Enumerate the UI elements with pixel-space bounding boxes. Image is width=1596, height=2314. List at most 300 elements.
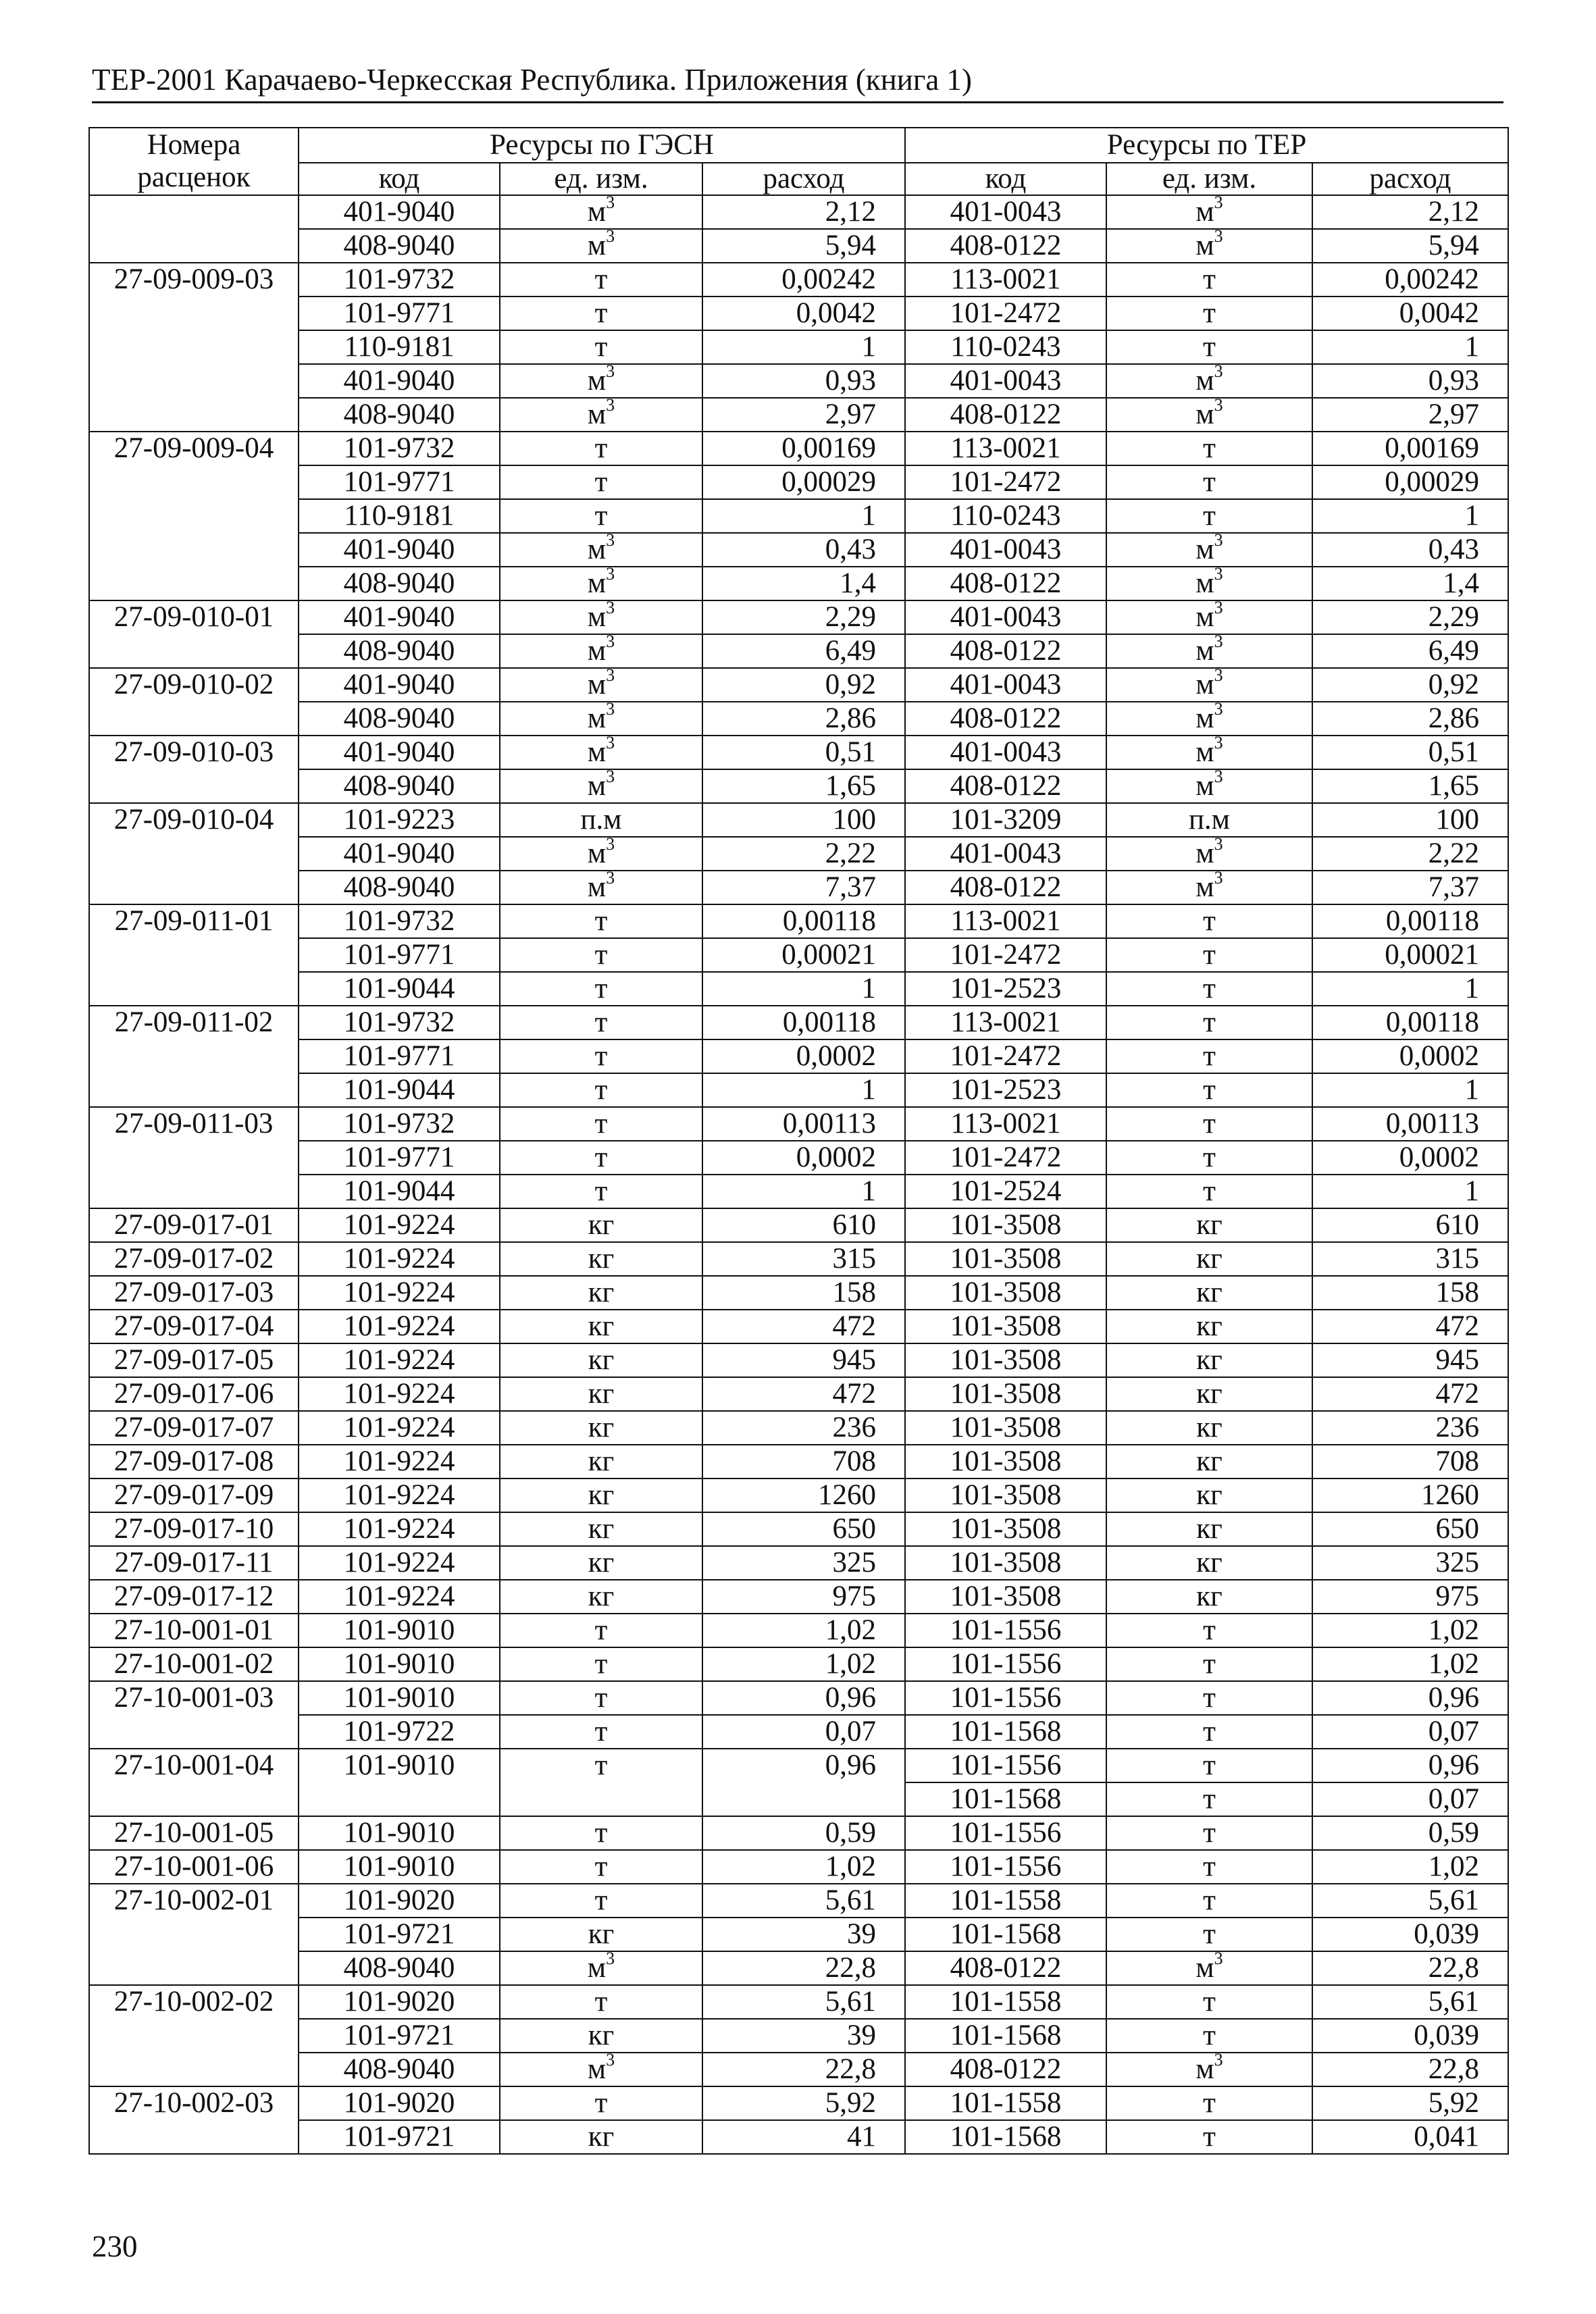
ter-code-cell: 101-3508 xyxy=(905,1377,1106,1411)
gesn-unit-cell: $м^3$ xyxy=(500,533,702,567)
ter-unit-cell: кг xyxy=(1106,1276,1312,1310)
table-row xyxy=(89,769,1508,803)
gesn-amount-cell: 315 xyxy=(702,1242,905,1276)
table-row xyxy=(89,398,1508,432)
ter-unit-cell: т xyxy=(1106,2086,1312,2120)
rate-number-cell: 27-09-017-01 xyxy=(89,1208,299,1242)
gesn-unit-cell: кг xyxy=(500,2120,702,2154)
gesn-code-cell: 101-9010 xyxy=(299,1816,500,1850)
table-row xyxy=(89,1175,1508,1208)
gesn-unit-cell: кг xyxy=(500,1208,702,1242)
gesn-code-cell: 101-9732 xyxy=(299,263,500,297)
ter-unit-cell: т xyxy=(1106,938,1312,972)
table-row xyxy=(89,803,1508,837)
ter-unit-cell: $м^3$ xyxy=(1106,668,1312,702)
table-row xyxy=(89,263,1508,297)
ter-amount-cell: 0,039 xyxy=(1312,1918,1508,1951)
group-header-gesn: Ресурсы по ГЭСН xyxy=(299,128,905,163)
gesn-unit-cell: т xyxy=(500,1006,702,1039)
rate-number-cell: 27-09-017-03 xyxy=(89,1276,299,1310)
gesn-code-cell: 101-9044 xyxy=(299,1073,500,1107)
header-rule xyxy=(92,101,1503,103)
gesn-code-cell: 101-9732 xyxy=(299,1107,500,1141)
ter-code-cell: 408-0122 xyxy=(905,634,1106,668)
ter-code-cell: 401-0043 xyxy=(905,195,1106,229)
gesn-code-cell: 110-9181 xyxy=(299,499,500,533)
ter-code-cell: 101-2523 xyxy=(905,1073,1106,1107)
gesn-unit-cell: кг xyxy=(500,1411,702,1445)
ter-code-cell: 113-0021 xyxy=(905,1107,1106,1141)
gesn-amount-cell: 39 xyxy=(702,1918,905,1951)
gesn-amount-cell: 22,8 xyxy=(702,1951,905,1985)
ter-amount-cell: 0,0002 xyxy=(1312,1039,1508,1073)
gesn-amount-cell: 0,0042 xyxy=(702,297,905,330)
ter-unit-cell: т xyxy=(1106,1918,1312,1951)
col-header-rate-label: Номера расценок xyxy=(137,129,251,193)
gesn-amount-cell: 1 xyxy=(702,1073,905,1107)
ter-amount-cell: 2,29 xyxy=(1312,600,1508,634)
ter-unit-cell: кг xyxy=(1106,1208,1312,1242)
gesn-code-cell: 101-9223 xyxy=(299,803,500,837)
ter-unit-cell: кг xyxy=(1106,1479,1312,1512)
ter-amount-cell: 0,07 xyxy=(1312,1782,1508,1816)
gesn-code-cell: 101-9224 xyxy=(299,1242,500,1276)
ter-code-cell: 113-0021 xyxy=(905,432,1106,465)
ter-amount-cell: 0,0002 xyxy=(1312,1141,1508,1175)
ter-amount-cell: 0,51 xyxy=(1312,736,1508,769)
ter-code-cell: 101-1556 xyxy=(905,1816,1106,1850)
ter-amount-cell: 1 xyxy=(1312,1175,1508,1208)
table-row xyxy=(89,1546,1508,1580)
ter-amount-cell: 0,93 xyxy=(1312,364,1508,398)
ter-unit-cell: $м^3$ xyxy=(1106,364,1312,398)
ter-code-cell: 101-1556 xyxy=(905,1749,1106,1782)
table-row xyxy=(89,871,1508,904)
ter-amount-cell: 0,00113 xyxy=(1312,1107,1508,1141)
gesn-unit-cell: т xyxy=(500,1850,702,1884)
table-row xyxy=(89,297,1508,330)
col-header-gesn-unit: ед. изм. xyxy=(500,163,702,195)
gesn-amount-cell: 39 xyxy=(702,2019,905,2053)
ter-code-cell: 101-3508 xyxy=(905,1580,1106,1614)
gesn-amount-cell: 325 xyxy=(702,1546,905,1580)
ter-unit-cell: п.м xyxy=(1106,803,1312,837)
ter-unit-cell: т xyxy=(1106,297,1312,330)
rate-number-cell: 27-09-017-07 xyxy=(89,1411,299,1445)
gesn-unit-cell: т xyxy=(500,938,702,972)
gesn-amount-cell: 1,02 xyxy=(702,1647,905,1681)
ter-unit-cell: т xyxy=(1106,1647,1312,1681)
gesn-unit-cell: т xyxy=(500,263,702,297)
gesn-amount-cell: 1 xyxy=(702,972,905,1006)
gesn-code-cell: 408-9040 xyxy=(299,229,500,263)
table-row xyxy=(89,2053,1508,2086)
gesn-code-cell: 408-9040 xyxy=(299,398,500,432)
gesn-amount-cell: 0,00242 xyxy=(702,263,905,297)
ter-amount-cell: 650 xyxy=(1312,1512,1508,1546)
gesn-amount-cell: 610 xyxy=(702,1208,905,1242)
ter-code-cell: 401-0043 xyxy=(905,364,1106,398)
gesn-amount-cell: 5,92 xyxy=(702,2086,905,2120)
ter-code-cell: 101-1558 xyxy=(905,2086,1106,2120)
gesn-code-cell: 101-9224 xyxy=(299,1208,500,1242)
gesn-unit-cell: т xyxy=(500,2086,702,2120)
ter-amount-cell: 1,65 xyxy=(1312,769,1508,803)
ter-code-cell: 408-0122 xyxy=(905,1951,1106,1985)
gesn-unit-cell: т xyxy=(500,1985,702,2019)
gesn-code-cell: 101-9224 xyxy=(299,1512,500,1546)
ter-unit-cell: т xyxy=(1106,330,1312,364)
group-header-ter: Ресурсы по ТЕР xyxy=(905,128,1508,163)
table-row xyxy=(89,904,1508,938)
table-row xyxy=(89,1647,1508,1681)
ter-code-cell: 101-3508 xyxy=(905,1242,1106,1276)
rate-number-cell: 27-10-002-01 xyxy=(89,1884,299,1985)
ter-code-cell: 101-3508 xyxy=(905,1546,1106,1580)
ter-amount-cell: 472 xyxy=(1312,1377,1508,1411)
rate-number-cell: 27-09-011-02 xyxy=(89,1006,299,1107)
rate-number-cell: 27-09-009-03 xyxy=(89,263,299,432)
gesn-unit-cell: $м^3$ xyxy=(500,600,702,634)
table-row xyxy=(89,1479,1508,1512)
gesn-amount-cell: 0,0002 xyxy=(702,1039,905,1073)
gesn-amount-cell: 22,8 xyxy=(702,2053,905,2086)
ter-code-cell: 101-1556 xyxy=(905,1647,1106,1681)
ter-code-cell: 401-0043 xyxy=(905,736,1106,769)
gesn-unit-cell: т xyxy=(500,972,702,1006)
gesn-code-cell: 408-9040 xyxy=(299,634,500,668)
ter-code-cell: 113-0021 xyxy=(905,904,1106,938)
table-row xyxy=(89,567,1508,600)
ter-amount-cell: 325 xyxy=(1312,1546,1508,1580)
ter-code-cell: 101-1556 xyxy=(905,1614,1106,1647)
table-row xyxy=(89,1006,1508,1039)
table-row xyxy=(89,1276,1508,1310)
ter-amount-cell: 100 xyxy=(1312,803,1508,837)
gesn-amount-cell: 0,59 xyxy=(702,1816,905,1850)
gesn-code-cell: 408-9040 xyxy=(299,567,500,600)
gesn-code-cell: 401-9040 xyxy=(299,668,500,702)
gesn-amount-cell: 100 xyxy=(702,803,905,837)
ter-amount-cell: 0,00242 xyxy=(1312,263,1508,297)
ter-amount-cell: 1 xyxy=(1312,1073,1508,1107)
rate-number-cell: 27-09-017-04 xyxy=(89,1310,299,1343)
gesn-amount-cell: 650 xyxy=(702,1512,905,1546)
ter-code-cell: 101-1568 xyxy=(905,1715,1106,1749)
table-row xyxy=(89,634,1508,668)
table-row xyxy=(89,533,1508,567)
gesn-unit-cell: $м^3$ xyxy=(500,2053,702,2086)
gesn-code-cell: 401-9040 xyxy=(299,600,500,634)
gesn-amount-cell: 0,00169 xyxy=(702,432,905,465)
ter-unit-cell: т xyxy=(1106,1614,1312,1647)
gesn-code-cell: 101-9224 xyxy=(299,1310,500,1343)
gesn-amount-cell: 0,00118 xyxy=(702,1006,905,1039)
col-header-ter-code: код xyxy=(905,163,1106,195)
gesn-unit-cell: $м^3$ xyxy=(500,364,702,398)
table-row xyxy=(89,1377,1508,1411)
gesn-amount-cell: 975 xyxy=(702,1580,905,1614)
ter-amount-cell: 7,37 xyxy=(1312,871,1508,904)
ter-unit-cell: т xyxy=(1106,1006,1312,1039)
rate-number-cell: 27-10-002-03 xyxy=(89,2086,299,2154)
gesn-unit-cell: $м^3$ xyxy=(500,736,702,769)
table-row xyxy=(89,195,1508,229)
ter-code-cell: 101-2472 xyxy=(905,465,1106,499)
ter-unit-cell: кг xyxy=(1106,1580,1312,1614)
gesn-code-cell: 401-9040 xyxy=(299,195,500,229)
gesn-code-cell: 101-9224 xyxy=(299,1479,500,1512)
gesn-code-cell: 408-9040 xyxy=(299,1951,500,1985)
gesn-unit-cell: п.м xyxy=(500,803,702,837)
gesn-code-cell: 401-9040 xyxy=(299,364,500,398)
gesn-unit-cell: $м^3$ xyxy=(500,871,702,904)
ter-amount-cell: 0,041 xyxy=(1312,2120,1508,2154)
ter-unit-cell: т xyxy=(1106,1175,1312,1208)
table-row xyxy=(89,1411,1508,1445)
table-row xyxy=(89,1208,1508,1242)
gesn-unit-cell: т xyxy=(500,1647,702,1681)
ter-unit-cell: т xyxy=(1106,1141,1312,1175)
gesn-code-cell: 101-9732 xyxy=(299,904,500,938)
gesn-amount-cell: 0,07 xyxy=(702,1715,905,1749)
col-header-ter-amount: расход xyxy=(1312,163,1508,195)
ter-unit-cell: кг xyxy=(1106,1512,1312,1546)
running-header: ТЕР-2001 Карачаево-Черкесская Республика. Приложения (книга 1) xyxy=(92,63,973,97)
table-row xyxy=(89,702,1508,736)
gesn-amount-cell: 1 xyxy=(702,330,905,364)
rate-number-cell: 27-09-010-02 xyxy=(89,668,299,736)
gesn-amount-cell: 945 xyxy=(702,1343,905,1377)
gesn-amount-cell: 7,37 xyxy=(702,871,905,904)
gesn-code-cell: 101-9010 xyxy=(299,1749,500,1816)
ter-unit-cell: кг xyxy=(1106,1411,1312,1445)
ter-unit-cell: т xyxy=(1106,465,1312,499)
gesn-code-cell: 101-9044 xyxy=(299,972,500,1006)
gesn-code-cell: 101-9224 xyxy=(299,1343,500,1377)
gesn-code-cell: 101-9020 xyxy=(299,2086,500,2120)
table-row xyxy=(89,1850,1508,1884)
gesn-amount-cell: 708 xyxy=(702,1445,905,1479)
table-row xyxy=(89,736,1508,769)
gesn-code-cell: 408-9040 xyxy=(299,871,500,904)
ter-unit-cell: $м^3$ xyxy=(1106,398,1312,432)
table-row xyxy=(89,938,1508,972)
col-header-rate xyxy=(89,128,299,195)
gesn-unit-cell: т xyxy=(500,465,702,499)
ter-unit-cell: $м^3$ xyxy=(1106,2053,1312,2086)
ter-code-cell: 101-2472 xyxy=(905,1141,1106,1175)
gesn-code-cell: 408-9040 xyxy=(299,2053,500,2086)
ter-amount-cell: 1 xyxy=(1312,330,1508,364)
ter-code-cell: 101-1556 xyxy=(905,1681,1106,1715)
table-row xyxy=(89,465,1508,499)
ter-amount-cell: 0,0042 xyxy=(1312,297,1508,330)
ter-amount-cell: 975 xyxy=(1312,1580,1508,1614)
table-row xyxy=(89,2120,1508,2154)
gesn-code-cell: 101-9224 xyxy=(299,1546,500,1580)
gesn-code-cell: 101-9224 xyxy=(299,1276,500,1310)
gesn-amount-cell: 0,92 xyxy=(702,668,905,702)
ter-unit-cell: кг xyxy=(1106,1546,1312,1580)
ter-code-cell: 101-2472 xyxy=(905,297,1106,330)
table-row xyxy=(89,1749,1508,1782)
ter-code-cell: 401-0043 xyxy=(905,600,1106,634)
ter-amount-cell: 2,97 xyxy=(1312,398,1508,432)
ter-unit-cell: $м^3$ xyxy=(1106,195,1312,229)
ter-unit-cell: т xyxy=(1106,2120,1312,2154)
gesn-amount-cell: 2,97 xyxy=(702,398,905,432)
table-row xyxy=(89,364,1508,398)
gesn-unit-cell: т xyxy=(500,1107,702,1141)
ter-amount-cell: 1,02 xyxy=(1312,1647,1508,1681)
gesn-code-cell: 101-9010 xyxy=(299,1850,500,1884)
ter-unit-cell: кг xyxy=(1106,1242,1312,1276)
ter-unit-cell: т xyxy=(1106,1816,1312,1850)
ter-code-cell: 408-0122 xyxy=(905,769,1106,803)
gesn-amount-cell: 472 xyxy=(702,1310,905,1343)
gesn-amount-cell: 0,0002 xyxy=(702,1141,905,1175)
gesn-code-cell: 101-9771 xyxy=(299,1141,500,1175)
gesn-code-cell: 401-9040 xyxy=(299,736,500,769)
ter-code-cell: 101-2472 xyxy=(905,1039,1106,1073)
ter-code-cell: 401-0043 xyxy=(905,668,1106,702)
gesn-unit-cell: т xyxy=(500,1816,702,1850)
table-row xyxy=(89,600,1508,634)
gesn-amount-cell: 0,96 xyxy=(702,1681,905,1715)
ter-unit-cell: т xyxy=(1106,1039,1312,1073)
gesn-amount-cell: 236 xyxy=(702,1411,905,1445)
gesn-unit-cell: т xyxy=(500,1884,702,1918)
ter-unit-cell: т xyxy=(1106,1073,1312,1107)
table-row xyxy=(89,1039,1508,1073)
ter-unit-cell: т xyxy=(1106,1749,1312,1782)
ter-code-cell: 113-0021 xyxy=(905,263,1106,297)
gesn-unit-cell: т xyxy=(500,1614,702,1647)
ter-amount-cell: 0,96 xyxy=(1312,1681,1508,1715)
ter-code-cell: 408-0122 xyxy=(905,2053,1106,2086)
ter-unit-cell: $м^3$ xyxy=(1106,871,1312,904)
rate-number-cell: 27-09-017-11 xyxy=(89,1546,299,1580)
resource-table xyxy=(88,127,1509,2155)
gesn-code-cell: 101-9224 xyxy=(299,1411,500,1445)
table-row xyxy=(89,972,1508,1006)
ter-unit-cell: т xyxy=(1106,1681,1312,1715)
ter-amount-cell: 0,96 xyxy=(1312,1749,1508,1782)
gesn-amount-cell: 1 xyxy=(702,1175,905,1208)
ter-unit-cell: $м^3$ xyxy=(1106,736,1312,769)
ter-code-cell: 101-2524 xyxy=(905,1175,1106,1208)
ter-unit-cell: $м^3$ xyxy=(1106,702,1312,736)
ter-amount-cell: 1 xyxy=(1312,972,1508,1006)
rate-number-cell: 27-09-010-03 xyxy=(89,736,299,803)
ter-code-cell: 101-1558 xyxy=(905,1884,1106,1918)
ter-amount-cell: 945 xyxy=(1312,1343,1508,1377)
rate-number-cell: 27-09-017-06 xyxy=(89,1377,299,1411)
ter-amount-cell: 0,59 xyxy=(1312,1816,1508,1850)
gesn-unit-cell: кг xyxy=(500,1343,702,1377)
ter-code-cell: 101-3508 xyxy=(905,1512,1106,1546)
gesn-code-cell: 101-9020 xyxy=(299,1985,500,2019)
gesn-unit-cell: т xyxy=(500,1175,702,1208)
ter-unit-cell: т xyxy=(1106,972,1312,1006)
ter-amount-cell: 0,00029 xyxy=(1312,465,1508,499)
rate-number-cell xyxy=(89,195,299,263)
gesn-code-cell: 101-9044 xyxy=(299,1175,500,1208)
gesn-unit-cell: т xyxy=(500,904,702,938)
gesn-code-cell: 101-9010 xyxy=(299,1614,500,1647)
gesn-code-cell: 101-9010 xyxy=(299,1681,500,1715)
ter-code-cell: 113-0021 xyxy=(905,1006,1106,1039)
ter-code-cell: 408-0122 xyxy=(905,702,1106,736)
ter-amount-cell: 1,02 xyxy=(1312,1850,1508,1884)
ter-code-cell: 101-2523 xyxy=(905,972,1106,1006)
gesn-unit-cell: кг xyxy=(500,1918,702,1951)
table-row xyxy=(89,330,1508,364)
ter-unit-cell: т xyxy=(1106,1782,1312,1816)
gesn-unit-cell: кг xyxy=(500,1580,702,1614)
gesn-unit-cell: $м^3$ xyxy=(500,702,702,736)
gesn-code-cell: 101-9771 xyxy=(299,465,500,499)
rate-number-cell: 27-09-017-08 xyxy=(89,1445,299,1479)
ter-code-cell: 408-0122 xyxy=(905,398,1106,432)
gesn-amount-cell: 0,00029 xyxy=(702,465,905,499)
ter-amount-cell: 0,039 xyxy=(1312,2019,1508,2053)
rate-number-cell: 27-09-010-01 xyxy=(89,600,299,668)
gesn-amount-cell: 2,86 xyxy=(702,702,905,736)
ter-unit-cell: т xyxy=(1106,1985,1312,2019)
table-row xyxy=(89,1681,1508,1715)
table-row xyxy=(89,1445,1508,1479)
ter-amount-cell: 5,94 xyxy=(1312,229,1508,263)
ter-unit-cell: т xyxy=(1106,2019,1312,2053)
gesn-unit-cell: кг xyxy=(500,1479,702,1512)
gesn-amount-cell: 1,02 xyxy=(702,1850,905,1884)
ter-code-cell: 110-0243 xyxy=(905,330,1106,364)
table-row xyxy=(89,2019,1508,2053)
ter-unit-cell: $м^3$ xyxy=(1106,600,1312,634)
ter-amount-cell: 0,00021 xyxy=(1312,938,1508,972)
ter-code-cell: 101-2472 xyxy=(905,938,1106,972)
gesn-amount-cell: 0,51 xyxy=(702,736,905,769)
gesn-code-cell: 101-9732 xyxy=(299,1006,500,1039)
gesn-unit-cell: $м^3$ xyxy=(500,195,702,229)
table-row xyxy=(89,432,1508,465)
ter-unit-cell: т xyxy=(1106,263,1312,297)
gesn-code-cell: 101-9224 xyxy=(299,1445,500,1479)
gesn-unit-cell: т xyxy=(500,1073,702,1107)
ter-amount-cell: 0,07 xyxy=(1312,1715,1508,1749)
table-body xyxy=(89,195,1508,2154)
ter-amount-cell: 22,8 xyxy=(1312,1951,1508,1985)
rate-number-cell: 27-10-001-01 xyxy=(89,1614,299,1647)
ter-code-cell: 101-1568 xyxy=(905,1918,1106,1951)
gesn-amount-cell: 1260 xyxy=(702,1479,905,1512)
table-row xyxy=(89,1141,1508,1175)
ter-unit-cell: $м^3$ xyxy=(1106,634,1312,668)
gesn-code-cell: 101-9722 xyxy=(299,1715,500,1749)
ter-unit-cell: т xyxy=(1106,499,1312,533)
rate-number-cell: 27-09-017-10 xyxy=(89,1512,299,1546)
gesn-unit-cell: кг xyxy=(500,1546,702,1580)
ter-amount-cell: 0,43 xyxy=(1312,533,1508,567)
col-header-gesn-amount: расход xyxy=(702,163,905,195)
ter-amount-cell: 158 xyxy=(1312,1276,1508,1310)
ter-code-cell: 401-0043 xyxy=(905,837,1106,871)
ter-code-cell: 101-3508 xyxy=(905,1479,1106,1512)
gesn-unit-cell: кг xyxy=(500,1445,702,1479)
ter-unit-cell: $м^3$ xyxy=(1106,533,1312,567)
